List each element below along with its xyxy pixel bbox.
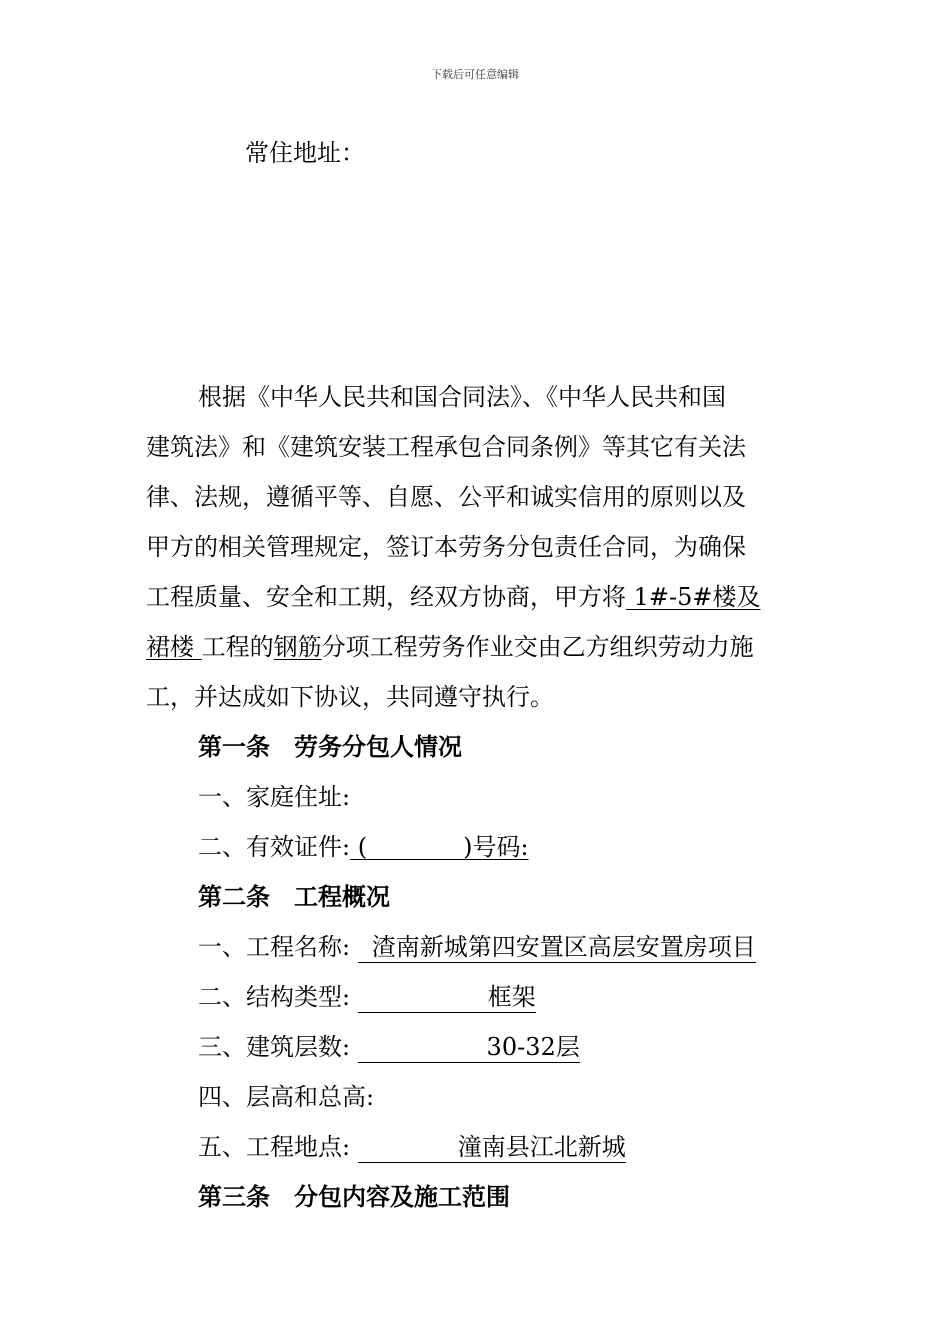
floors-row bbox=[198, 1032, 580, 1063]
floors-label: 三、建筑层数: bbox=[198, 1033, 351, 1061]
intro-line-3: 律、法规，遵循平等、自愿、公平和诚实信用的原则以及 bbox=[146, 483, 746, 511]
project-name-row bbox=[198, 932, 756, 963]
site-label: 五、工程地点: bbox=[198, 1133, 351, 1161]
article-1-title: 第一条 劳务分包人情况 bbox=[198, 733, 462, 761]
height-label: 四、层高和总高: bbox=[198, 1083, 375, 1111]
id-document-row bbox=[198, 832, 529, 862]
id-document-value: ( )号码: bbox=[350, 833, 529, 861]
header-note: 下载后可任意编辑 bbox=[431, 68, 519, 81]
floors-value: 30-32层 bbox=[358, 1032, 580, 1063]
intro-line-5 bbox=[146, 582, 761, 612]
work-type-underlined: 钢筋 bbox=[273, 633, 322, 661]
project-podium-underlined: 裙楼 bbox=[146, 633, 202, 661]
project-buildings-underlined: 1#-5#楼及 bbox=[626, 583, 761, 611]
intro-line-5-text: 工程质量、安全和工期，经双方协商，甲方将 bbox=[146, 583, 626, 611]
structure-value: 框架 bbox=[358, 982, 536, 1013]
intro-line-4: 甲方的相关管理规定，签订本劳务分包责任合同，为确保 bbox=[146, 533, 746, 561]
address-label: 常住地址： bbox=[245, 139, 365, 167]
site-value: 潼南县江北新城 bbox=[358, 1132, 626, 1163]
article-2-title: 第二条 工程概况 bbox=[198, 883, 390, 911]
structure-label: 二、结构类型: bbox=[198, 983, 351, 1011]
home-address-label: 一、家庭住址: bbox=[198, 783, 351, 811]
intro-line-1: 根据《中华人民共和国合同法》、《中华人民共和国 bbox=[198, 383, 726, 411]
intro-line-6-mid: 工程的 bbox=[201, 633, 274, 661]
structure-row bbox=[198, 982, 536, 1013]
article-3-title: 第三条 分包内容及施工范围 bbox=[198, 1183, 510, 1211]
site-row bbox=[198, 1132, 626, 1163]
intro-line-2: 建筑法》和《建筑安装工程承包合同条例》等其它有关法 bbox=[146, 433, 746, 461]
project-name-value: 渣南新城第四安置区高层安置房项目 bbox=[358, 932, 756, 963]
project-name-label: 一、工程名称: bbox=[198, 933, 351, 961]
id-document-label: 二、有效证件: bbox=[198, 833, 351, 861]
intro-line-7: 工，并达成如下协议，共同遵守执行。 bbox=[146, 683, 554, 711]
intro-line-6 bbox=[146, 632, 754, 662]
intro-line-6-text: 分项工程劳务作业交由乙方组织劳动力施 bbox=[321, 633, 754, 661]
